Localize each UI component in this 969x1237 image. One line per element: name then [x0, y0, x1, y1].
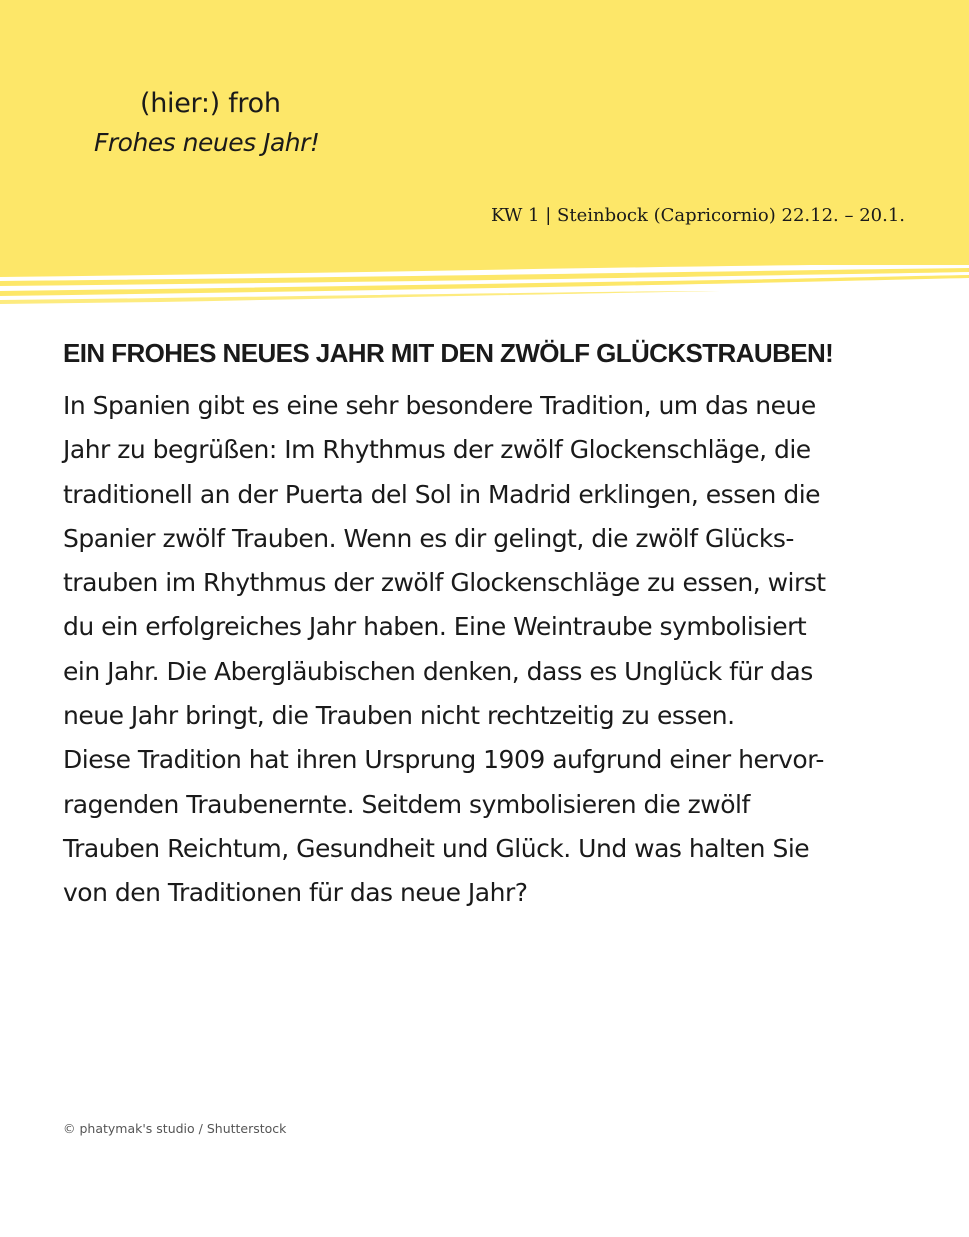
article-line: ragenden Traubenernte. Seitdem symbolisieren die zwölf: [63, 789, 750, 819]
article-line: neue Jahr bringt, die Trauben nicht rechtzeitig zu essen.: [63, 701, 735, 731]
article-line: Trauben Reichtum, Gesundheit und Glück. Und was halten Sie: [63, 833, 810, 863]
article-line: trauben im Rhythmus der zwölf Glockenschläge zu essen, wirst: [63, 568, 826, 598]
brush-stroke-divider: [0, 255, 969, 315]
article-line: Diese Tradition hat ihren Ursprung 1909 aufgrund einer hervor-: [63, 745, 824, 775]
article-title: EIN FROHES NEUES JAHR MIT DEN ZWÖLF GLÜCKSTRAUBEN!: [63, 338, 834, 368]
week-info: KW 1 | Steinbock (Capricornio) 22.12. – 20.1.: [491, 205, 905, 226]
article-line: von den Traditionen für das neue Jahr?: [63, 878, 528, 908]
article-line: ein Jahr. Die Abergläubischen denken, dass es Unglück für das: [63, 656, 813, 686]
article-body: [63, 384, 933, 916]
header-word: (hier:) froh: [140, 88, 281, 119]
image-credit: © phatymak's studio / Shutterstock: [63, 1121, 287, 1136]
article-line: In Spanien gibt es eine sehr besondere Tradition, um das neue: [63, 391, 816, 420]
article-line: Spanier zwölf Trauben. Wenn es dir gelingt, die zwölf Glücks-: [63, 523, 794, 553]
article-line: Jahr zu begrüßen: Im Rhythmus der zwölf Glockenschläge, die: [63, 435, 811, 465]
article-line: traditionell an der Puerta del Sol in Madrid erklingen, essen die: [63, 479, 821, 509]
header-greeting: Frohes neues Jahr!: [94, 128, 320, 157]
article-line: du ein erfolgreiches Jahr haben. Eine Weintraube symbolisiert: [63, 612, 807, 642]
